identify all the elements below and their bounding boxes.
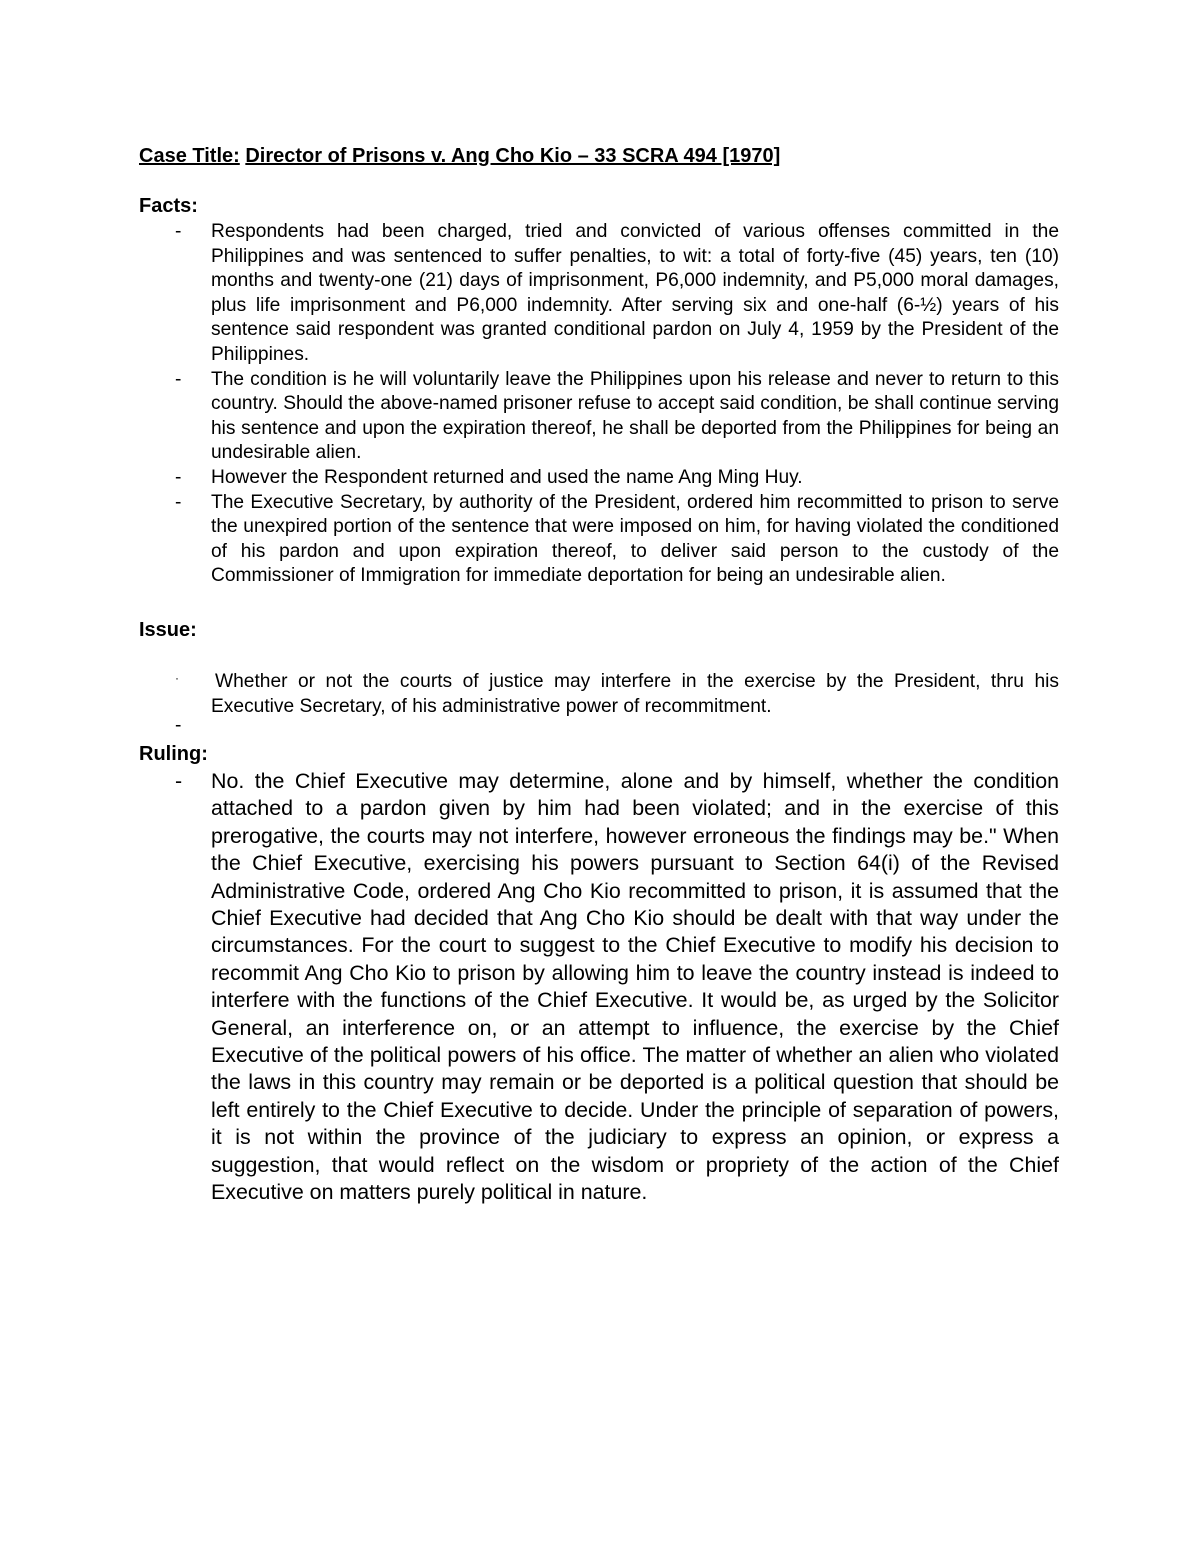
facts-list — [139, 220, 1059, 589]
case-title-label: Case Title: — [139, 145, 240, 167]
issue-list — [139, 670, 1059, 719]
facts-item-text: The Executive Secretary, by authority of the President, ordered him recommitted to prison to serve the unexpired portion of the sentence that were imposed on him, for having violated the conditioned of his pardon and upon expiration thereof, to deliver said person to the custody of the Commissioner of Immigration for immediate deportation for being an undesirable alien. — [211, 491, 1059, 587]
bullet-dash: - — [175, 769, 183, 793]
bullet-dot: · — [175, 671, 179, 685]
list-item — [139, 491, 1059, 589]
facts-heading: Facts: — [139, 195, 198, 217]
issue-item-text: Whether or not the courts of justice may interfere in the exercise by the President, thru his Executive Secretary, of his administrative power of recommitment. — [211, 671, 1059, 717]
bullet-dash: - — [175, 221, 182, 242]
ruling-heading: Ruling: — [139, 743, 208, 765]
issue-heading: Issue: — [139, 619, 197, 641]
facts-item-text: However the Respondent returned and used the name Ang Ming Huy. — [211, 466, 803, 488]
list-item — [139, 670, 1059, 719]
facts-item-text: The condition is he will voluntarily leave the Philippines upon his release and never to return to this country. Should the above-named prisoner refuse to accept said condition, be shall continue serving his sentence and upon the expiration thereof, he shall be deported from the Philippines for being an undesirable alien. — [211, 368, 1059, 464]
list-item — [139, 466, 1059, 491]
bullet-dash: - — [175, 368, 182, 390]
bullet-dash: - — [175, 466, 182, 488]
case-title-text: Director of Prisons v. Ang Cho Kio – 33 SCRA 494 [1970] — [245, 145, 781, 167]
list-item — [139, 220, 1059, 368]
bullet-dash: - — [175, 491, 182, 513]
list-item — [139, 768, 1059, 1207]
facts-item-text: Respondents had been charged, tried and convicted of various offenses committed in the Philippines and was sentenced to suffer penalties, to wit: a total of forty-five (45) years, ten (10) months and twenty-one (21) days of imprisonment, P6,000 indemnity, and P5,000 moral damages, plus life imprisonment and P6,000 indemnity. After serving six and one-half (6-½) years of his sentence said respondent was granted conditional pardon on July 4, 1959 by the President of the Philippines. — [211, 221, 1059, 365]
ruling-list — [139, 768, 1059, 1207]
empty-bullet-dash: - — [175, 715, 182, 736]
ruling-item-text: No. the Chief Executive may determine, alone and by himself, whether the condition attached to a pardon given by him had been violated; and in the exercise of this prerogative, the courts may not interfere, however erroneous the findings may be." When the Chief Executive, exercising his powers pursuant to Section 64(i) of the Revised Administrative Code, ordered Ang Cho Kio recommitted to prison, it is assumed that the Chief Executive had decided that Ang Cho Kio should be dealt with that way under the circumstances. For the court to suggest to the Chief Executive to modify his decision to recommit Ang Cho Kio to prison by allowing him to leave the country instead is indeed to interfere with the functions of the Chief Executive. It would be, as urged by the Solicitor General, an interference on, or an attempt to influence, the exercise by the Chief Executive of the political powers of his office. The matter of whether an alien who violated the laws in this country may remain or be deported is a political question that should be left entirely to the Chief Executive to decide. Under the principle of separation of powers, it is not within the province of the judiciary to express an opinion, or express a suggestion, that would reflect on the wisdom or propriety of the action of the Chief Executive on matters purely political in nature. — [211, 769, 1059, 1205]
case-title — [139, 144, 780, 168]
list-item — [139, 368, 1059, 466]
